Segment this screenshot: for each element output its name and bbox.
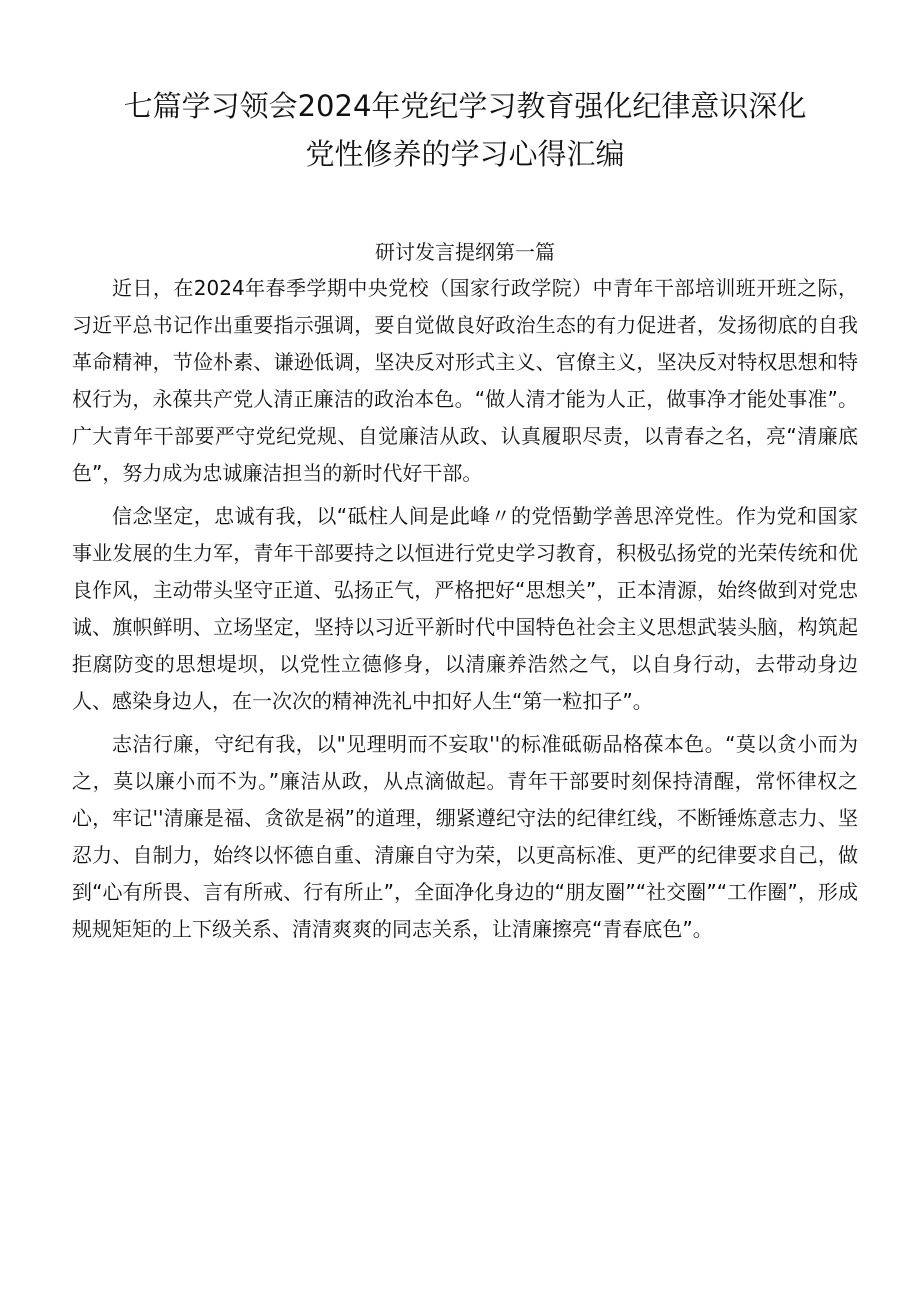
document-title-line-1: 七篇学习领会2024年党纪学习教育强化纪律意识深化 [123,89,807,123]
section-heading: 研讨发言提纲第一篇 [375,240,555,264]
paragraph-1: 近日，在2024年春季学期中央党校（国家行政学院）中青年干部培训班开班之际，习近平总书记作出重要指示强调，要自觉做良好政治生态的有力促进者，发扬彻底的自我革命精神，节俭朴素、谦逊低调，坚决反对形式主义、官僚主义，坚决反对特权思想和特权行为，永葆共产党人清正廉洁的政治本色。“做人清才能为人正，做事净才能处事准”。广大青年干部要严守党纪党规、自觉廉洁从政、认真履职尽责，以青春之名，亮“清廉底色”，努力成为忠诚廉洁担当的新时代好干部。 [72,276,858,485]
document-title-line-2: 党性修养的学习心得汇编 [305,137,625,171]
document-title [72,82,858,178]
paragraph-2: 信念坚定，忠诚有我，以“砥柱人间是此峰〃的党悟勤学善思淬党性。作为党和国家事业发展的生力军，青年干部要持之以恒进行党史学习教育，积极弘扬党的光荣传统和优良作风，主动带头坚守正道、弘扬正气，严格把好“思想关”，正本清源，始终做到对党忠诚、旗帜鲜明、立场坚定，坚持以习近平新时代中国特色社会主义思想武装头脑，构筑起拒腐防变的思想堤坝，以党性立德修身，以清廉养浩然之气，以自身行动，去带动身边人、感染身边人，在一次次的精神洗礼中扣好人生“第一粒扣子”。 [72,504,858,713]
paragraph-3: 志洁行廉，守纪有我，以"见理明而不妄取''的标准砥砺品格葆本色。“莫以贪小而为之，莫以廉小而不为。”廉洁从政，从点滴做起。青年干部要时刻保持清醒，常怀律权之心，牢记''清廉是福、贪欲是祸”的道理，绷紧遵纪守法的纪律红线，不断锤炼意志力、坚忍力、自制力，始终以怀德自重、清廉自守为荣，以更高标准、更严的纪律要求自己，做到“心有所畏、言有所戒、行有所止”，全面净化身边的“朋友圈”“社交圈”“工作圈”，形成规规矩矩的上下级关系、清清爽爽的同志关系，让清廉擦亮“青春底色”。 [72,732,858,941]
